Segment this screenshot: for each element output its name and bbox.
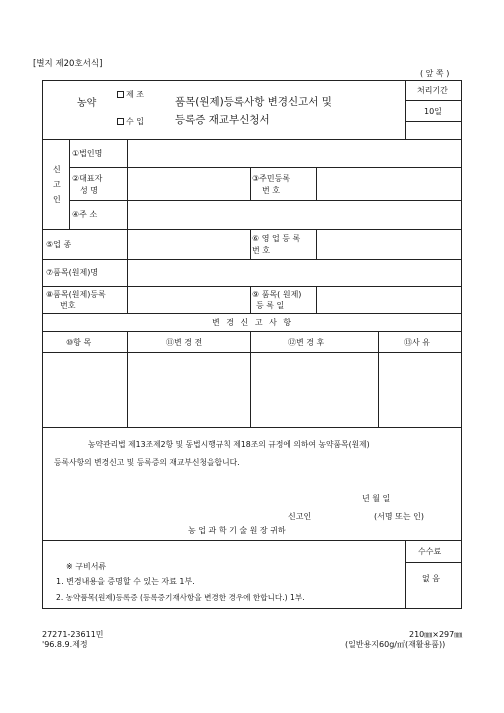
- product-name-field[interactable]: [128, 260, 461, 285]
- address-label: ④주 소: [72, 210, 98, 219]
- applicant-side-3: 인: [53, 195, 61, 204]
- paper-size: 210㎜×297㎜: [409, 630, 463, 639]
- change-section-title: 변 경 신 고 사 항: [212, 318, 294, 327]
- declaration-date: 년 월 일: [362, 494, 391, 503]
- manufacture-checkbox[interactable]: [117, 91, 124, 98]
- option-manufacture: 제 조: [117, 90, 144, 100]
- resident-number-field[interactable]: [317, 168, 461, 199]
- signature-note: (서명 또는 인): [374, 512, 424, 521]
- documents-heading: ※ 구비서류: [66, 562, 107, 571]
- declaration-line2: 등록사항의 변경신고 및 등록증의 재교부신청을합니다.: [54, 458, 240, 467]
- registration-date-field[interactable]: [317, 287, 461, 312]
- option-import: 수 입: [117, 117, 144, 127]
- recipient-label: 농 업 과 학 기 술 원 장 귀하: [188, 526, 286, 535]
- signer-label: 신고인: [288, 512, 312, 521]
- signer-name-field[interactable]: [318, 510, 366, 522]
- change-reason-field[interactable]: [379, 353, 461, 426]
- product-reg-label-2: 번호: [60, 301, 76, 310]
- document-item-2: 2. 농약품목(원제)등록증 (등록증기재사항을 변경한 경우에 한합니다.) 1부.: [56, 593, 305, 602]
- fee-label: 수수료: [418, 547, 442, 556]
- business-reg-field[interactable]: [317, 230, 461, 258]
- resident-number-label-1: ③주민등록: [252, 174, 291, 183]
- form-title-line1: 품목(원제)등록사항 변경신고서 및: [175, 96, 332, 108]
- document-item-1: 1. 변경내용을 증명할 수 있는 자료 1부.: [56, 577, 195, 586]
- address-field[interactable]: [128, 201, 461, 228]
- column-item: ⑩항 목: [66, 338, 92, 347]
- corp-name-label: ①법인명: [72, 149, 103, 158]
- processing-period-value: 10일: [424, 107, 442, 116]
- column-before: ⑪변 경 전: [166, 338, 203, 347]
- representative-label-1: ②대표자: [72, 174, 103, 183]
- registration-date-label-1: ⑨ 품목( 원제): [252, 290, 302, 299]
- form-code: 27271-23611민: [42, 630, 104, 639]
- change-after-field[interactable]: [251, 353, 377, 426]
- change-item-field[interactable]: [43, 353, 126, 426]
- fee-value: 없 음: [422, 574, 440, 583]
- enacted-date: '96.8.9.제정: [42, 640, 88, 649]
- applicant-side-1: 신: [53, 165, 61, 174]
- product-reg-field[interactable]: [128, 287, 249, 312]
- representative-field[interactable]: [128, 168, 249, 199]
- column-after: ⑫변 경 후: [288, 338, 325, 347]
- resident-number-label-2: 번 호: [262, 186, 280, 195]
- form-title-line2: 등록증 재교부신청서: [175, 114, 270, 126]
- import-checkbox[interactable]: [117, 118, 124, 125]
- product-name-label: ⑦품목(원제)명: [46, 268, 99, 277]
- business-type-label: ⑤업 종: [46, 240, 72, 249]
- paper-type: (일반용지60g/㎡(재활용품)): [345, 640, 446, 649]
- registration-date-label-2: 등 록 일: [256, 301, 285, 310]
- applicant-side-2: 고: [53, 180, 61, 189]
- category-label: 농약: [77, 98, 97, 109]
- product-reg-label-1: ⑧품목(원제)등록: [46, 290, 106, 299]
- column-reason: ⑬사 유: [404, 338, 430, 347]
- change-before-field[interactable]: [128, 353, 249, 426]
- corp-name-field[interactable]: [128, 140, 461, 166]
- processing-period-label: 처리기간: [417, 86, 448, 95]
- business-type-field[interactable]: [128, 230, 249, 258]
- representative-label-2: 성 명: [80, 186, 98, 195]
- business-reg-label-1: ⑥ 영 업 등 록: [252, 234, 301, 243]
- declaration-line1: 농약관리법 제13조제2항 및 동법시행규칙 제18조의 규정에 의하여 농약품목(원제): [88, 440, 370, 449]
- form-reference: [별지 제20호서식]: [33, 59, 103, 69]
- page-side-label: ( 앞 쪽 ): [420, 69, 450, 78]
- business-reg-label-2: 번 호: [252, 246, 270, 255]
